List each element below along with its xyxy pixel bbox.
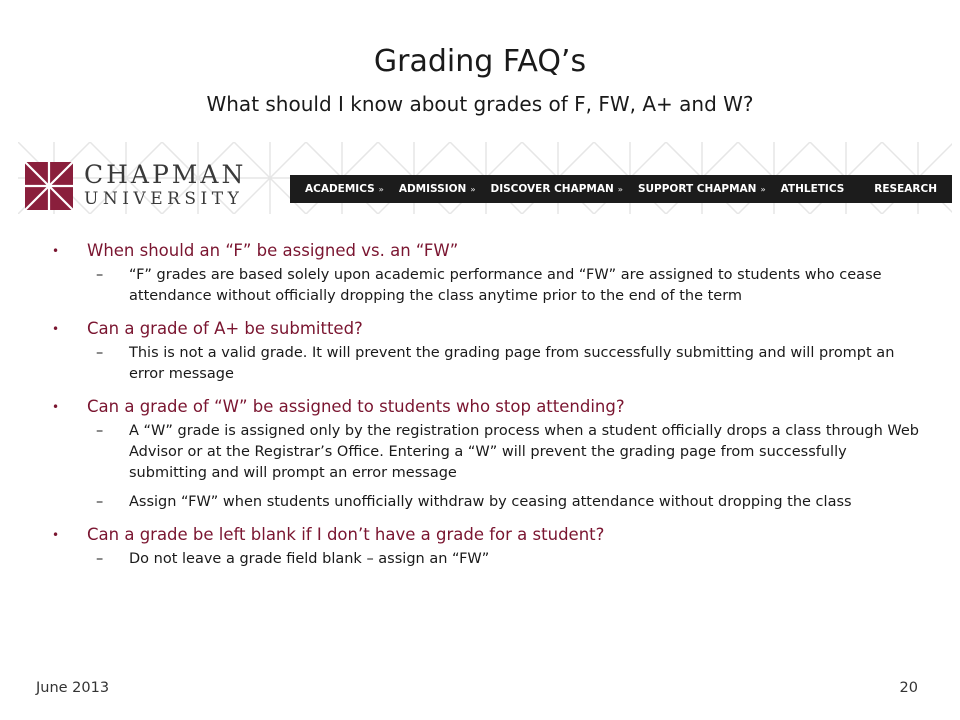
faq-question: • When should an “F” be assigned vs. an “FW” bbox=[52, 241, 459, 260]
chevron-icon: » bbox=[470, 184, 476, 194]
faq-answer: – Assign “FW” when students unofficially withdraw by ceasing attendance without dropping the class bbox=[52, 492, 922, 513]
chapman-logo-icon[interactable] bbox=[25, 162, 73, 210]
nav-support-chapman[interactable]: SUPPORT CHAPMAN » bbox=[637, 183, 766, 195]
nav-athletics[interactable]: ATHLETICS bbox=[780, 183, 845, 195]
faq-answer: – This is not a valid grade. It will prevent the grading page from successfully submitting and will prompt an error message bbox=[96, 345, 895, 382]
footer-date: June 2013 bbox=[36, 680, 110, 696]
dash-icon: – bbox=[96, 494, 104, 510]
main-navigation bbox=[290, 175, 952, 203]
nav-discover-chapman[interactable]: DISCOVER CHAPMAN » bbox=[490, 183, 623, 195]
faq-list bbox=[52, 232, 922, 570]
chevron-icon: » bbox=[760, 184, 766, 194]
chevron-icon: » bbox=[378, 184, 384, 194]
dash-icon: – bbox=[96, 267, 104, 283]
faq-question: • Can a grade of “W” be assigned to students who stop attending? bbox=[52, 397, 625, 416]
slide-title: Grading FAQ’s bbox=[373, 44, 587, 79]
faq-answer: – A “W” grade is assigned only by the registration process when a student officially drops a class through Web Advisor or at the Registrar’s Office. Entering a “W” will prevent the grading page from successfully submitting and will prompt an error message bbox=[96, 423, 920, 481]
bullet-icon: • bbox=[52, 528, 60, 542]
bullet-icon: • bbox=[52, 400, 60, 414]
dash-icon: – bbox=[96, 345, 104, 361]
faq-answer: – Do not leave a grade field blank – assign an “FW” bbox=[52, 549, 922, 570]
nav-research[interactable]: RESEARCH bbox=[874, 183, 937, 195]
nav-academics[interactable]: ACADEMICS » bbox=[305, 183, 384, 195]
bullet-icon: • bbox=[52, 244, 60, 258]
chapman-banner bbox=[18, 142, 952, 214]
bullet-icon: • bbox=[52, 322, 60, 336]
faq-answer: – “F” grades are based solely upon academic performance and “FW” are assigned to students who cease attendance without officially dropping the class anytime prior to the end of the term bbox=[96, 267, 882, 304]
slide-subtitle: What should I know about grades of F, FW, A+ and W? bbox=[206, 92, 754, 116]
nav-admission[interactable]: ADMISSION » bbox=[398, 183, 476, 195]
faq-question: • Can a grade be left blank if I don’t have a grade for a student? bbox=[52, 525, 605, 544]
faq-question: • Can a grade of A+ be submitted? bbox=[52, 319, 363, 338]
logo-wordmark-bottom: UNIVERSITY bbox=[84, 189, 244, 209]
logo-wordmark-top: CHAPMAN bbox=[84, 160, 247, 189]
page-number: 20 bbox=[899, 680, 918, 696]
dash-icon: – bbox=[96, 423, 104, 439]
dash-icon: – bbox=[96, 551, 104, 567]
chevron-icon: » bbox=[617, 184, 623, 194]
